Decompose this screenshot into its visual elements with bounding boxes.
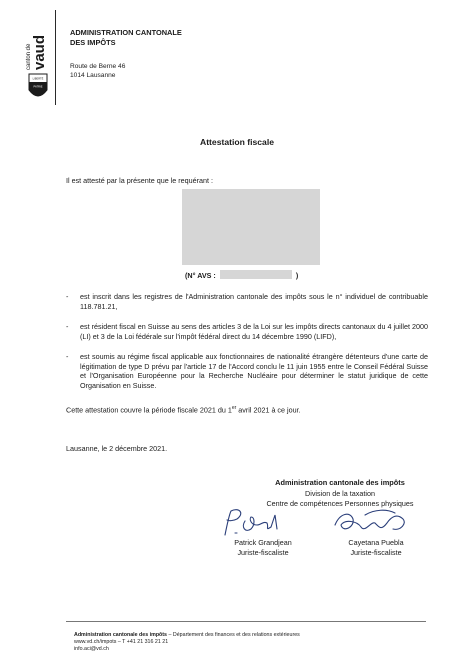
period-text: Cette attestation couvre la période fiscale 2021 du 1 xyxy=(66,405,232,415)
footer-email[interactable]: info.aci@vd.ch xyxy=(74,646,109,652)
list-dash: - xyxy=(66,352,69,361)
avs-label: (N° AVS : xyxy=(185,271,216,280)
signature-grandjean xyxy=(225,510,277,535)
list-item-text: est résident fiscal en Suisse au sens des articles 3 de la Loi sur les impôts directs cantonaux du 4 juillet 2000 (LI) et 3 de la Loi fédérale sur l'impôt fédéral direct du 14 décembre 1990 (LIFD), xyxy=(80,322,428,341)
org-name xyxy=(70,28,182,47)
signing-division: Division de la taxation xyxy=(305,489,375,498)
list-item xyxy=(66,292,428,312)
signing-centre: Centre de compétences Personnes physiques xyxy=(266,499,414,508)
place-date: Lausanne, le 2 décembre 2021. xyxy=(66,444,168,453)
signer-name: Patrick Grandjean xyxy=(234,538,292,547)
footer-contact[interactable]: www.vd.ch/impots – T +41 21 316 21 21 xyxy=(74,639,169,645)
signature-puebla xyxy=(335,510,404,529)
period-text-end: avril 2021 à ce jour. xyxy=(236,405,301,415)
canton-logo xyxy=(14,10,54,106)
address-line-1: Route de Berne 46 xyxy=(70,63,126,70)
list-dash: - xyxy=(66,292,69,301)
avs-redaction xyxy=(220,270,292,279)
signer-1 xyxy=(218,538,308,558)
list-item-text: est soumis au régime fiscal applicable aux fonctionnaires de nationalité étrangère détenteurs d'une carte de légitimation de type D prévu par l'article 17 de l'Accord conclu le 11 juin 1955 entre le Conseil Fédéral Suisse et l'Organisation Européenne pour la Recherche Nucléaire pour déterminer le statut juridique de cette Organisation en Suisse. xyxy=(80,352,428,390)
header-divider xyxy=(55,10,56,105)
list-item xyxy=(66,322,428,352)
signer-name: Cayetana Puebla xyxy=(348,538,404,547)
svg-text:PATRIE: PATRIE xyxy=(33,85,43,89)
org-address xyxy=(70,62,125,80)
list-item xyxy=(66,352,428,402)
document-title: Attestation fiscale xyxy=(199,137,275,147)
avs-number xyxy=(185,270,298,280)
list-dash: - xyxy=(66,322,69,331)
intro-text: Il est attesté par la présente que le requérant : xyxy=(66,176,214,185)
address-line-2: 1014 Lausanne xyxy=(70,72,116,79)
period-sup: er xyxy=(231,405,237,411)
svg-text:LIBERTÉ: LIBERTÉ xyxy=(32,77,44,81)
footer-department: – Département des finances et des relations extérieures xyxy=(167,632,300,638)
signer-role: Juriste-fiscaliste xyxy=(237,548,289,557)
logo-text: canton de xyxy=(26,43,32,70)
handwritten-signatures xyxy=(215,505,415,541)
list-item-text: est inscrit dans les registres de l'Administration cantonale des impôts sous le n° individuel de contribuable 118.781.21, xyxy=(80,292,428,311)
svg-text:vaud: vaud xyxy=(31,34,48,70)
signer-2 xyxy=(326,538,426,558)
period-statement xyxy=(66,405,301,414)
signing-administration: Administration cantonale des impôts xyxy=(275,478,405,487)
footer-org: Administration cantonale des impôts xyxy=(74,632,168,638)
org-line-2: DES IMPÔTS xyxy=(70,37,116,47)
avs-close: ) xyxy=(295,271,299,280)
signer-role: Juriste-fiscaliste xyxy=(350,548,402,557)
redacted-identity-block xyxy=(182,189,320,265)
org-line-1: ADMINISTRATION CANTONALE xyxy=(70,28,182,37)
footer-divider xyxy=(66,621,426,622)
